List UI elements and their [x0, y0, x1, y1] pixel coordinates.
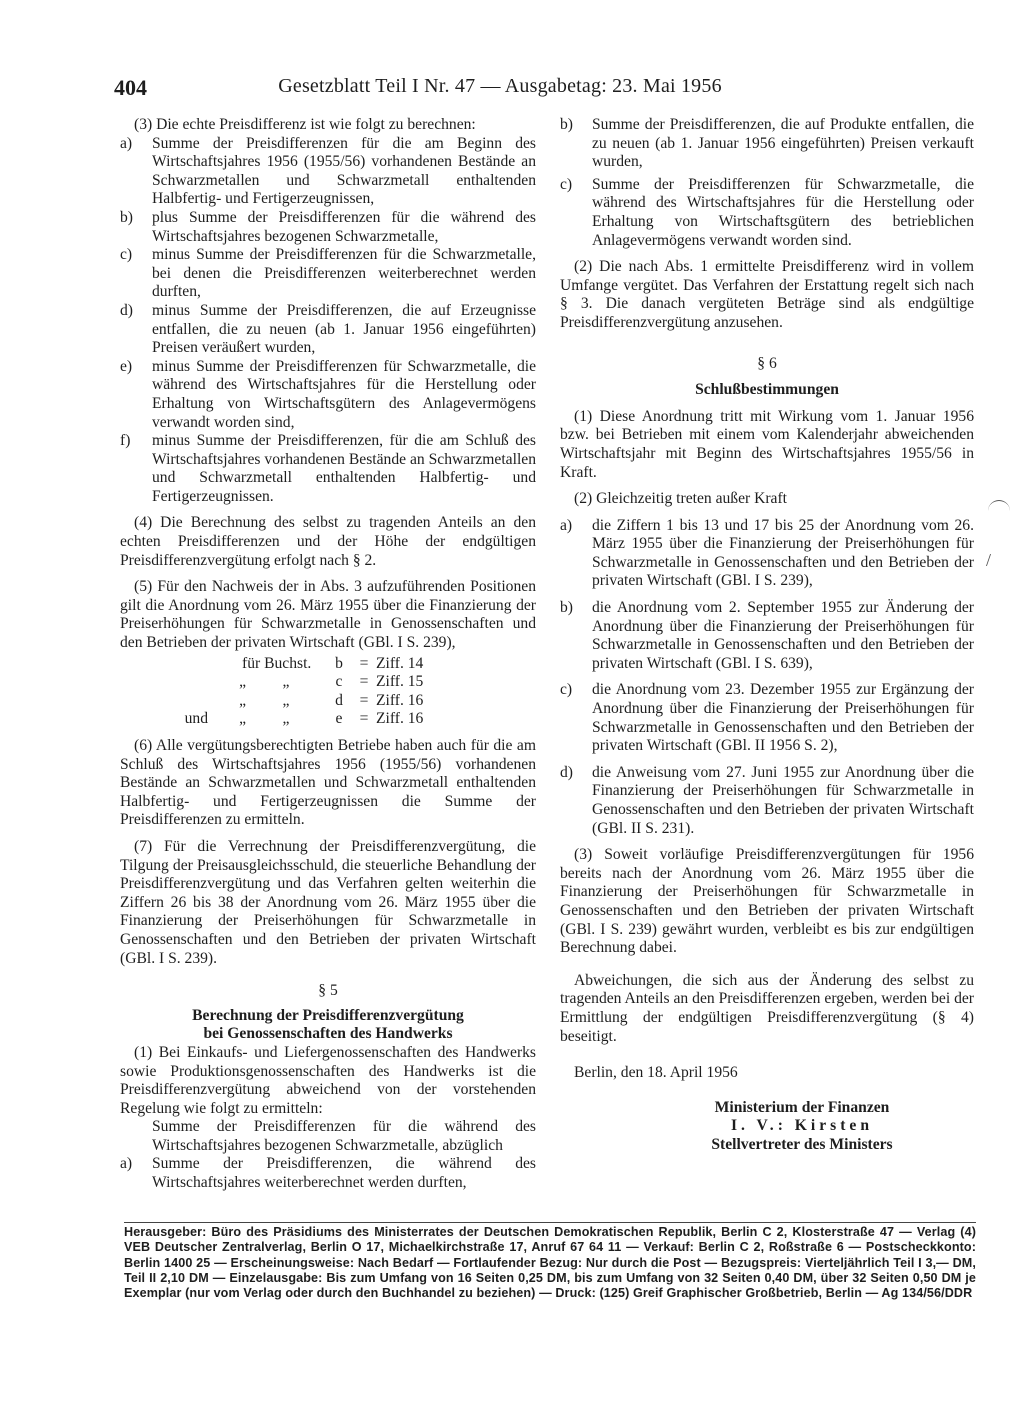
place-and-date: Berlin, den 18. April 1956: [574, 1064, 738, 1082]
issuing-ministry: Ministerium der Finanzen: [714, 1098, 890, 1116]
list-item: c) die Anordnung vom 23. Dezember 1955 zur Ergänzung der Anordnung über die Finanzierung der Preiserhöhungen für Schwarzmetalle in Genossenschaften und den Betrieben der privaten Wirtschaft (GBl. II 1956 S. 2),: [560, 681, 974, 755]
list-item: b) plus Summe der Preisdifferenzen für die während des Wirtschaftsjahres bezogenen Schwarzmetalle,: [120, 208, 536, 245]
section-6-paragraph-3: (3) Soweit vorläufige Preisdifferenzvergütungen für 1956 bereits nach der Anordnung vom 26. März 1955 über die Finanzierung der Preiserhöhungen für Schwarzmetalle in Genossenschaften und den Betrieben der privaten Wirtschaft (GBl. I S. 239) gewährt wurden, verbleibt es bis zur endgültigen Berechnung dabei.: [560, 846, 974, 957]
list-item: b) die Anordnung vom 2. September 1955 zur Änderung der Anordnung über die Finanzierung der Preiserhöhungen für Schwarzmetalle in Genossenschaften und den Betrieben der privaten Wirtschaft (GBl. I S. 639),: [560, 599, 974, 672]
list-item: a) Summe der Preisdifferenzen für die am Beginn des Wirtschaftsjahres 1956 (1955/56) vorhandenen Bestände an Schwarzmetallen und Schwarzmetall enthaltenden Halbfertig- und Fertigerzeugnissen,: [120, 134, 536, 208]
publisher-imprint: Herausgeber: Büro des Präsidiums des Ministerrates der Deutschen Demokratischen Republik, Berlin C 2, Klosterstraße 47 — Verlag (4) VEB Deutscher Zentralverlag, Berlin O 17, Michaelkirchstraße 17, Anruf 67 64 11 — Verkauf: Berlin C 2, Roßstraße 6 — Postscheckkonto: Berlin 1400 25 — Erscheinungsweise: Nach Bedarf — Fortlaufender Bezug: Nur durch die Post — Bezugspreis: Vierteljährlich Teil I 3,— DM, Teil II 2,10 DM — Einzelausgabe: Bis zum Umfang von 16 Seiten 0,25 DM, bis zum Umfang von 32 Seiten 0,40 DM, über 32 Seiten 0,50 DM je Exemplar (nur vom Verlag oder durch den Buchhandel zu beziehen) — Druck: (125) Greif Graphischer Großbetrieb, Berlin — Ag 134/56/DDR: [124, 1225, 976, 1301]
right-column: [560, 116, 974, 1155]
ziffer-table: [120, 655, 536, 729]
list-item: b) Summe der Preisdifferenzen, die auf Produkte entfallen, die zu neuen (ab 1. Januar 1956 eingeführten) Preisen verkauft wurden,: [560, 116, 974, 171]
list-item: c) Summe der Preisdifferenzen für Schwarzmetalle, die während des Wirtschaftsjahres für die Herstellung oder Erhaltung von Wirtschaftsgütern des betrieblichen Anlagevermögens verwandt worden sind.: [560, 175, 974, 249]
list-item: a) die Ziffern 1 bis 13 und 17 bis 25 der Anordnung vom 26. März 1955 über die Finanzierung der Preiserhöhungen für Schwarzmetalle in Genossenschaften und den Betrieben der privaten Wirtschaft (GBl. I S. 239),: [560, 516, 974, 590]
margin-slash-mark: /: [986, 550, 992, 570]
list-item: f) minus Summe der Preisdifferenzen, für die am Schluß des Wirtschaftsjahres vorhandenen Bestände an Schwarzmetallen und Schwarzmetall enthaltenden Halbfertig- und Fertigerzeugnissen.: [120, 432, 536, 505]
left-column: [120, 116, 536, 1193]
section-5-paragraph-2: (2) Die nach Abs. 1 ermittelte Preisdifferenz wird in vollem Umfange vergütet. Das Verfahren der Erstattung regelt sich nach § 3. Die danach vergüteten Beträge sind als endgültige Preisdifferenzvergütung anzusehen.: [560, 258, 974, 331]
list-item: d) die Anweisung vom 27. Juni 1955 zur Anordnung über die Finanzierung der Preiserhöhungen für Schwarzmetalle in Genossenschaften und den Betrieben der privaten Wirtschaft (GBl. II S. 231).: [560, 763, 974, 837]
section-6-paragraph-4: Abweichungen, die sich aus der Änderung des selbst zu tragenden Anteils an den Preisdifferenzen ergeben, werden bei der Ermittlung der endgültigen Preisdifferenzvergütung (§ 4) beseitigt.: [560, 971, 974, 1045]
table-row: für Buchst. b = Ziff. 14: [242, 654, 424, 672]
paragraph-7: (7) Für die Verrechnung der Preisdifferenzvergütung, die Tilgung der Preisausgleichsschuld, die steuerliche Behandlung der Preisdifferenzvergütung und das Verfahren gelten weiterhin die Ziffern 26 bis 38 der Anordnung vom 26. März 1955 über die Finanzierung der Preiserhöhungen für Schwarzmetalle in Genossenschaften und den Betrieben der privaten Wirtschaft (GBl. I S. 239).: [120, 837, 536, 967]
list-item: e) minus Summe der Preisdifferenzen für Schwarzmetalle, die während des Wirtschaftsjahres für die Herstellung oder Erhaltung von Wirtschaftsgütern des Anlagevermögens verwandt worden sind,: [120, 357, 536, 431]
running-title: Gesetzblatt Teil I Nr. 47 — Ausgabetag: 23. Mai 1956: [278, 75, 722, 97]
table-row: und „ „ e = Ziff. 16: [184, 710, 424, 728]
paragraph-3-intro: (3) Die echte Preisdifferenz ist wie folgt zu berechnen:: [134, 116, 476, 133]
section-5-subtitle: bei Genossenschaften des Handwerks: [203, 1025, 453, 1043]
paragraph-4: (4) Die Berechnung des selbst zu tragenden Anteils an den echten Preisdifferenzen und der Höhe der endgültigen Preisdifferenzvergütung erfolgt nach § 2.: [120, 514, 536, 569]
section-5-number: § 5: [318, 982, 338, 1000]
list-item: d) minus Summe der Preisdifferenzen, die auf Erzeugnisse entfallen, die zu neuen (ab 1. Januar 1956 eingeführten) Preisen veräußert wurden,: [120, 301, 536, 357]
list-item: c) minus Summe der Preisdifferenzen für die Schwarzmetalle, bei denen die Preisdifferenzen weiterberechnet werden durften,: [120, 246, 536, 301]
section-6-paragraph-1: (1) Diese Anordnung tritt mit Wirkung vom 1. Januar 1956 bzw. bei Betrieben mit einem vom Kalenderjahr abweichenden Wirtschaftsjahr mit Beginn des Wirtschaftsjahres 1955/56 in Kraft.: [560, 407, 974, 481]
section-6-paragraph-2-intro: (2) Gleichzeitig treten außer Kraft: [574, 490, 788, 508]
section-6-title: Schlußbestimmungen: [695, 381, 839, 399]
page-number: 404: [114, 75, 147, 100]
margin-pencil-mark: [988, 500, 1010, 513]
section-5-paragraph-1: (1) Bei Einkaufs- und Liefergenossenschaften des Handwerks sowie Produktionsgenossenschaften des Handwerks ist die Preisdifferenzvergütung abweichend von der vorstehenden Regelung wie folgt zu ermitteln:: [120, 1043, 536, 1117]
paragraph-6: (6) Alle vergütungsberechtigten Betriebe haben auch für die am Schluß des Wirtschaftsjahres 1956 (1955/56) vorhandenen Bestände an Schwarzmetallen und Schwarzmetall enthaltenden Halbfertig- und Fertigerzeugnissen die Summe der Preisdifferenzen zu ermitteln.: [120, 737, 536, 829]
section-6-number: § 6: [757, 354, 777, 372]
signatory: I. V.: Kirsten: [730, 1117, 874, 1135]
list-item: a) Summe der Preisdifferenzen, die während des Wirtschaftsjahres weiterberechnet werden durften,: [120, 1155, 536, 1192]
table-row: „ „ d = Ziff. 16: [239, 691, 424, 709]
imprint-divider: [124, 1222, 976, 1223]
table-row: „ „ c = Ziff. 15: [239, 673, 424, 691]
signatory-role: Stellvertreter des Ministers: [711, 1135, 893, 1153]
section-5-sum-line: Summe der Preisdifferenzen für die während des Wirtschaftsjahres bezogenen Schwarzmetalle, abzüglich: [152, 1118, 536, 1154]
section-5-title: Berechnung der Preisdifferenzvergütung: [192, 1006, 464, 1024]
paragraph-5: (5) Für den Nachweis der in Abs. 3 aufzuführenden Positionen gilt die Anordnung vom 26. März 1955 über die Finanzierung der Preiserhöhungen für Schwarzmetalle in Genossenschaften und den Betrieben der privaten Wirtschaft (GBl. I S. 239),: [120, 578, 536, 652]
